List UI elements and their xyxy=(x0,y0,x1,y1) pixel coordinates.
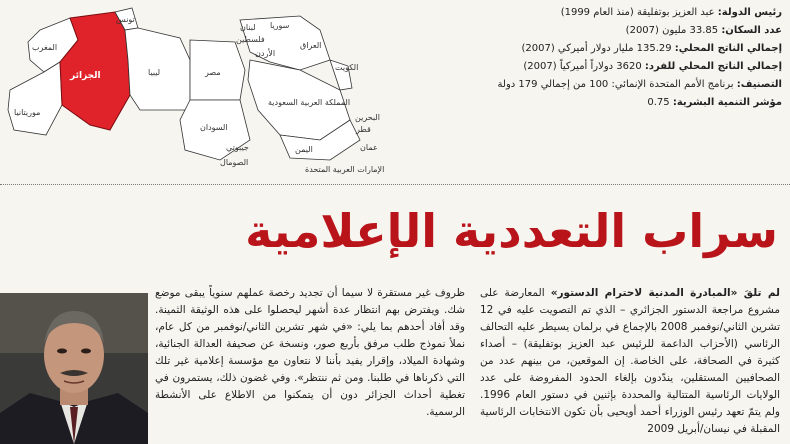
portrait-photo xyxy=(0,293,148,444)
map-label-algeria: الجزائر xyxy=(70,71,101,81)
map-label-tunisia: تونس xyxy=(116,15,135,24)
article-body-right: المعارضة على مشروع مراجعة الدستور الجزائري – الذي تم التصويت عليه في 12 تشرين الثاني/نوفمبر 2008 بالإجماع في برلمان يسيطر عليه التحالف الرئاسي (الأحزاب الداعمة للرئيس عبد العزيز بوتفليقة) – أصداء كثيرة في الصحافة، على الخاصة. إن الموقعين، من بينهم عدد من الصحافيين المستقلين، يندّدون بإلغاء الحدود المفروضة على عدد الولايات الرئاسية المتتالية والمحددة بإثنين في دستور العام 1996. ولم يتمّ تعهد رئيس الوزراء أحمد أويحيى بأن تكون الانتخابات الرئاسية المقبلة في نيسان/أبريل 2009 xyxy=(480,287,780,435)
map-label-saudi: المملكة العربية السعودية xyxy=(268,98,351,107)
map-label-bahrain: البحرين xyxy=(355,113,380,122)
info-president: رئيس الدولة: عبد العزيز بوتفليقة (منذ العام 1999) xyxy=(560,7,782,18)
country-info-box xyxy=(482,4,782,112)
map-label-morocco: المغرب xyxy=(32,43,58,52)
article-column-left xyxy=(155,285,465,421)
info-gdp: إجمالي الناتج المحلي: 135.29 مليار دولار أميركي (2007) xyxy=(521,43,782,54)
map-label-egypt: مصر xyxy=(205,68,221,77)
map-label-mauritania: موريتانيا xyxy=(14,108,41,117)
article-body-left: ظروف غير مستقرة لا سيما أن تجديد رخصة عملهم سنوياً يبقى موضع شك. ويفترض بهم انتظار عدة أشهر ليحصلوا على هذه الوثيقة الثمينة. وقد أفاد أحدهم بما يلي: «في شهر تشرين الثاني/نوفمبر من كل عام، نملأ نموذج طلب مرفق بأربع صور، ونسخة عن صحيفة العدالة الجنائية، وشهادة الميلاد، وإقرار يفيد بأننا لا نتعاون مع مؤسسة إعلامية غير تلك التي ذكرناها في طلبنا. ومن ثم ننتظر». وفي غضون ذلك، يستمرون في تغطية أحداث الجزائر دون أن يتمكنوا من الاطلاع على الأنشطة الرسمية. xyxy=(155,287,465,418)
map-label-palestine: فلسطين xyxy=(236,35,265,44)
map-label-kuwait: الكويت xyxy=(335,63,359,72)
info-gdp-per-capita: إجمالي الناتج المحلي للفرد: 3620 دولاراً أميركياً (2007) xyxy=(523,61,782,72)
map-label-oman: عمان xyxy=(360,143,378,152)
map-label-jordan: الأردن xyxy=(255,49,276,58)
article-lead: لم تلقَ «المبادرة المدنية لاحترام الدستور» xyxy=(550,287,781,299)
map-label-djibouti: جيبوتي xyxy=(226,143,249,152)
map-label-qatar: قطر xyxy=(356,125,371,134)
map-label-libya: ليبيا xyxy=(148,68,161,77)
map-label-somalia: الصومال xyxy=(220,158,249,167)
info-ranking: التصنيف: برنامج الأمم المتحدة الإنمائي: 100 من إجمالي 179 دولة xyxy=(497,79,782,90)
map-label-sudan: السودان xyxy=(200,123,228,132)
map-label-lebanon: لبنان xyxy=(240,23,256,32)
map-label-syria: سوريا xyxy=(270,21,290,30)
map-label-uae: الإمارات العربية المتحدة xyxy=(305,165,385,174)
info-hdi: مؤشر التنمية البشرية: 0.75 xyxy=(647,97,782,108)
article-column-right xyxy=(480,285,780,438)
map-label-yemen: اليمن xyxy=(295,145,313,154)
arab-world-map xyxy=(0,0,470,178)
article-headline: سراب التعددية الإعلامية xyxy=(245,204,778,258)
map-label-iraq: العراق xyxy=(300,41,322,50)
info-population: عدد السكان: 33.85 مليون (2007) xyxy=(625,25,782,36)
section-divider xyxy=(0,184,790,185)
